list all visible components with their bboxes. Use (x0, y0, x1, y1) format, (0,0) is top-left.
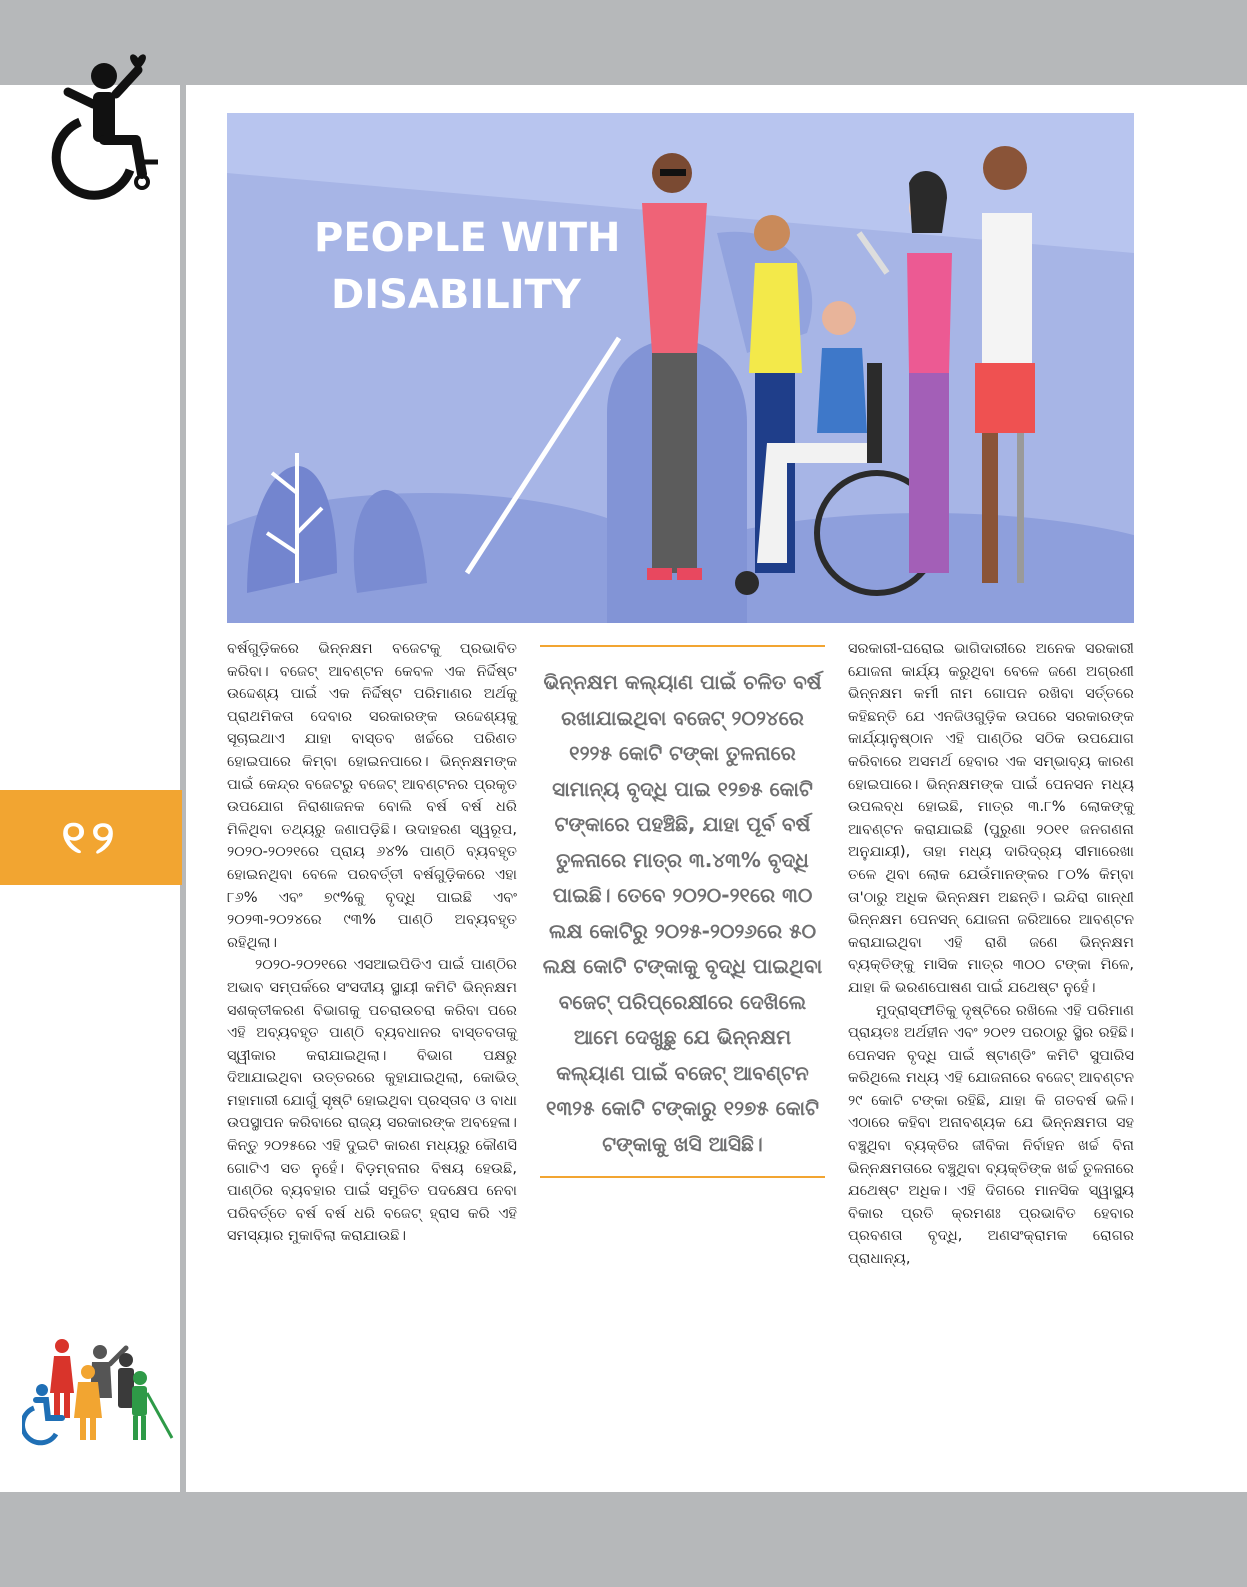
article-paragraph: ମୁଦ୍ରାସ୍ଫୀତିକୁ ଦୃଷ୍ଟିରେ ରଖିଲେ ଏହି ପରିମାଣ ପ୍ରାୟତଃ ଅର୍ଥହୀନ ଏବଂ ୨୦୧୨ ପରଠାରୁ ସ୍ଥିର ରହିଛି। ପେନସନ ବୃଦ୍ଧି ପାଇଁ ଷ୍ଟାଣ୍ଡିଂ କମିଟି ସୁପାରିସ କରିଥିଲେ ମଧ୍ୟ ଏହି ଯୋଜନାରେ ବଜେଟ୍ ଆବଣ୍ଟନ ୨୯ କୋଟି ଟଙ୍କା ରହିଛି, ଯାହା କି ଗତବର୍ଷ ଭଳି। ଏଠାରେ କହିବା ଅନାବଶ୍ୟକ ଯେ ଭିନ୍ନକ୍ଷମତା ସହ ବଞ୍ଚୁଥିବା ବ୍ୟକ୍ତିର ଜୀବିକା ନିର୍ବାହନ ଖର୍ଚ୍ଚ ବିନା ଭିନ୍ନକ୍ଷମତାରେ ବଞ୍ଚୁଥିବା ବ୍ୟକ୍ତିଙ୍କ ଖର୍ଚ୍ଚ ତୁଳନାରେ ଯଥେଷ୍ଟ ଅଧିକ। ଏହି ଦିଗରେ ମାନସିକ ସ୍ୱାସ୍ଥ୍ୟ ବିକାର ପ୍ରତି କ୍ରମଶଃ ପ୍ରଭାବିତ ହେବାର ପ୍ରବଣତା ବୃଦ୍ଧି, ଅଣସଂକ୍ରାମକ ରୋଗର ପ୍ରାଧାନ୍ୟ, (848, 1001, 1134, 1268)
article-paragraph: ସରକାରୀ-ଘରୋଇ ଭାଗିଦାରୀରେ ଅନେକ ସରକାରୀ ଯୋଜନା କାର୍ଯ୍ୟ କରୁଥିବା ବେଳେ ଜଣେ ଅଗ୍ରଣୀ ଭିନ୍ନକ୍ଷମ କର୍ମୀ ନାମ ଗୋପନ ରଖିବା ସର୍ତ୍ତରେ କହିଛନ୍ତି ଯେ ଏନଜିଓଗୁଡ଼ିକ ଉପରେ ସରକାରଙ୍କ କାର୍ଯ୍ୟାନୁଷ୍ଠାନ ଏହି ପାଣ୍ଠିର ସଠିକ ଉପଯୋଗ କରିବାରେ ଅସମର୍ଥ ହେବାର ଏକ ସମ୍ଭାବ୍ୟ କାରଣ ହୋଇପାରେ। ଭିନ୍ନକ୍ଷମଙ୍କ ପାଇଁ ପେନସନ ମଧ୍ୟ ଉପଲବ୍ଧ ହୋଇଛି, ମାତ୍ର ୩.୮% ଲୋକଙ୍କୁ ଆବଣ୍ଟନ କରାଯାଇଛି (ପୁରୁଣା ୨୦୧୧ ଜନଗଣନା ଅନୁଯାୟୀ), ତାହା ମଧ୍ୟ ଦାରିଦ୍ର୍ୟ ସୀମାରେଖା ତଳେ ଥିବା ଲୋକ ଯେଉଁମାନଙ୍କର ୮୦% କିମ୍ବା ତା'ଠାରୁ ଅଧିକ ଭିନ୍ନକ୍ଷମ ଅଛନ୍ତି। ଇନ୍ଦିରା ଗାନ୍ଧୀ ଭିନ୍ନକ୍ଷମ ପେନସନ୍ ଯୋଜନା ଜରିଆରେ ଆବଣ୍ଟନ କରାଯାଇଥିବା ଏହି ରାଶି ଜଣେ ଭିନ୍ନକ୍ଷମ ବ୍ୟକ୍ତିଙ୍କୁ ମାସିକ ମାତ୍ର ୩୦୦ ଟଙ୍କା ମିଳେ, ଯାହା କି ଭରଣପୋଷଣ ପାଇଁ ଯଥେଷ୍ଟ ନୁହେଁ। (848, 640, 1134, 996)
hero-title-line2: DISABILITY (331, 272, 581, 318)
wheelchair-user-icon (38, 52, 168, 202)
page-number-tab (0, 790, 182, 885)
pull-quote (540, 645, 825, 1178)
article-column-left (227, 638, 517, 1248)
page-number: ୧୨ (61, 809, 121, 864)
hero-title-line1: PEOPLE WITH (314, 215, 621, 261)
bottom-band (0, 1492, 1247, 1587)
sidebar-divider (180, 85, 186, 1492)
article-paragraph: ୨୦୨୦-୨୦୨୧ରେ ଏସଆଇପିଡିଏ ପାଇଁ ପାଣ୍ଠିର ଅଭାବ ସମ୍ପର୍କରେ ସଂସଦୀୟ ସ୍ଥାୟୀ କମିଟି ଭିନ୍ନକ୍ଷମ ସଶକ୍ତୀକରଣ ବିଭାଗକୁ ପଚରାଉଚରା କରିବା ପରେ ଏହି ଅବ୍ୟବହୃତ ପାଣ୍ଠି ବ୍ୟବଧାନର ବାସ୍ତବତାକୁ ସ୍ୱୀକାର କରାଯାଇଥିଲା। ବିଭାଗ ପକ୍ଷରୁ ଦିଆଯାଇଥିବା ଉତ୍ତରରେ କୁହାଯାଇଥିଲା, କୋଭିଡ୍ ମହାମାରୀ ଯୋଗୁଁ ସୃଷ୍ଟି ହୋଇଥିବା ପ୍ରସ୍ତାବ ଓ ବାଧା ଉପସ୍ଥାପନ କରିବାରେ ରାଜ୍ୟ ସରକାରଙ୍କ ଅବହେଳା। କିନ୍ତୁ ୨୦୨୫ରେ ଏହି ଦୁଇଟି କାରଣ ମଧ୍ୟରୁ କୌଣସି ଗୋଟିଏ ସତ ନୁହେଁ। ବିଡ଼ମ୍ବନାର ବିଷୟ ହେଉଛି, ପାଣ୍ଠିର ବ୍ୟବହାର ପାଇଁ ସମୁଚିତ ପଦକ୍ଷେପ ନେବା ପରିବର୍ତ୍ତେ ବର୍ଷ ବର୍ଷ ଧରି ବଜେଟ୍ ହ୍ରାସ କରି ଏହି ସମସ୍ୟାର ମୁକାବିଲା କରାଯାଉଛି। (227, 956, 517, 1245)
pull-quote-text: ଭିନ୍ନକ୍ଷମ କଲ୍ୟାଣ ପାଇଁ ଚଳିତ ବର୍ଷ ରଖାଯାଇଥିବା ବଜେଟ୍ ୨୦୨୪ରେ ୧୨୨୫ କୋଟି ଟଙ୍କା ତୁଳନାରେ ସାମାନ୍ୟ ବୃଦ୍ଧି ପାଇ ୧୨୭୫ କୋଟି ଟଙ୍କାରେ ପହଞ୍ଚିଛି, ଯାହା ପୂର୍ବ ବର୍ଷ ତୁଳନାରେ ମାତ୍ର ୩.୪୩% ବୃଦ୍ଧି ପାଇଛି। ତେବେ ୨୦୨୦-୨୧ରେ ୩୦ ଲକ୍ଷ କୋଟିରୁ ୨୦୨୫-୨୦୨୬ରେ ୫୦ ଲକ୍ଷ କୋଟି ଟଙ୍କାକୁ ବୃଦ୍ଧି ପାଇଥିବା ବଜେଟ୍ ପରିପ୍ରେକ୍ଷୀରେ ଦେଖିଲେ ଆମେ ଦେଖୁଛୁ ଯେ ଭିନ୍ନକ୍ଷମ କଲ୍ୟାଣ ପାଇଁ ବଜେଟ୍ ଆବଣ୍ଟନ ୧୩୨୫ କୋଟି ଟଙ୍କାରୁ ୧୨୭୫ କୋଟି ଟଙ୍କାକୁ ଖସି ଆସିଛି। (542, 670, 823, 1156)
top-band (0, 0, 1247, 85)
article-column-right (848, 638, 1134, 1271)
article-paragraph: ବର୍ଷଗୁଡ଼ିକରେ ଭିନ୍ନକ୍ଷମ ବଜେଟକୁ ପ୍ରଭାବିତ କରିବା। ବଜେଟ୍ ଆବଣ୍ଟନ କେବଳ ଏକ ନିର୍ଦ୍ଦିଷ୍ଟ ଉଦ୍ଦେଶ୍ୟ ପାଇଁ ଏକ ନିର୍ଦ୍ଦିଷ୍ଟ ପରିମାଣର ଅର୍ଥକୁ ପ୍ରାଥମିକତା ଦେବାର ସରକାରଙ୍କ ଉଦ୍ଦେଶ୍ୟକୁ ସୂଚାଇଥାଏ ଯାହା ବାସ୍ତବ ଖର୍ଚ୍ଚରେ ପରିଣତ ହୋଇପାରେ କିମ୍ବା ହୋଇନପାରେ। ଭିନ୍ନକ୍ଷମଙ୍କ ପାଇଁ କେନ୍ଦ୍ର ବଜେଟରୁ ବଜେଟ୍ ଆବଣ୍ଟନର ପ୍ରକୃତ ଉପଯୋଗ ନିରାଶାଜନକ ବୋଲି ବର୍ଷ ବର୍ଷ ଧରି ମିଳିଥିବା ତଥ୍ୟରୁ ଜଣାପଡ଼ିଛି। ଉଦାହରଣ ସ୍ୱରୂପ, ୨୦୨୦-୨୦୨୧ରେ ପ୍ରାୟ ୬୪% ପାଣ୍ଠି ବ୍ୟବହୃତ ହୋଇନଥିବା ବେଳେ ପରବର୍ତ୍ତୀ ବର୍ଷଗୁଡ଼ିକରେ ଏହା ୮୬% ଏବଂ ୭୯%କୁ ବୃଦ୍ଧି ପାଇଛି ଏବଂ ୨୦୨୩-୨୦୨୪ରେ ୯୩% ପାଣ୍ଠି ଅବ୍ୟବହୃତ ରହିଥିଲା। (227, 640, 517, 951)
diverse-people-disability-icon (22, 1338, 182, 1458)
hero-illustration (227, 113, 1134, 623)
